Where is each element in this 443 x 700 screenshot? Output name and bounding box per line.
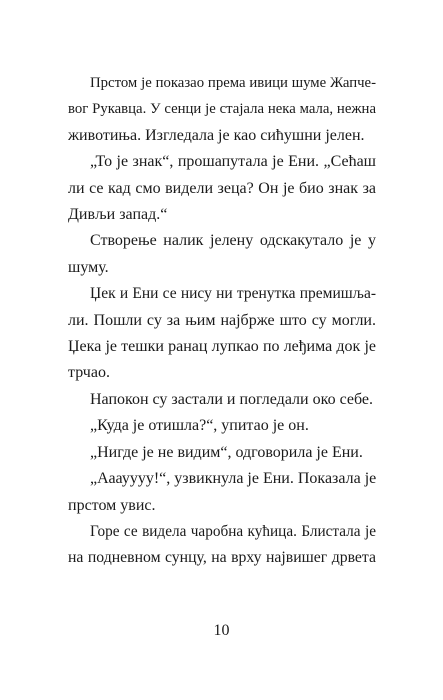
body-text <box>68 70 376 572</box>
text-line: трчао. <box>68 364 110 382</box>
paragraph-1 <box>68 70 376 149</box>
text-line: прстом увис. <box>68 496 156 514</box>
text-line: ли. Пошли су за њим најбрже што су могли. <box>68 311 376 329</box>
text-line: Дивљи запад.“ <box>68 206 168 224</box>
text-line: „Куда је отишла?“, упитао је он. <box>90 417 309 435</box>
paragraph-6 <box>68 413 376 439</box>
text-line: Горе се видела чаробна кућица. Блистала је <box>90 522 376 540</box>
text-line: „Нигде је не видим“, одговорила је Ени. <box>90 443 363 461</box>
paragraph-7 <box>68 440 376 466</box>
text-line: вог Рукавца. У сенци је стајала нека мала, нежна <box>68 101 376 118</box>
paragraph-8 <box>68 466 376 519</box>
paragraph-9 <box>68 519 376 572</box>
paragraph-2 <box>68 149 376 228</box>
text-line: животиња. Изгледала је као сићушни јелен. <box>68 126 365 144</box>
paragraph-4 <box>68 281 376 387</box>
text-line: „Ааауууу!“, узвикнула је Ени. Показала је <box>90 470 376 488</box>
text-line: ли се кад смо видели зеца? Он је био знак за <box>68 179 376 197</box>
text-line: Џек и Ени се нису ни тренутка премишља- <box>90 285 376 303</box>
text-line: Створење налик јелену одскакутало је у <box>90 232 376 250</box>
paragraph-3 <box>68 228 376 281</box>
page-number: 10 <box>213 622 230 639</box>
text-line: Напокон су застали и погледали око себе. <box>90 390 373 408</box>
text-line: на подневном сунцу, на врху највишег дрвета <box>68 549 376 567</box>
paragraph-5 <box>68 387 376 413</box>
text-line: „То је знак“, прошапутала је Ени. „Сећаш <box>90 153 376 171</box>
text-line: Прстом је показао према ивици шуме Жапче- <box>90 75 376 91</box>
text-line: Џека је тешки ранац лупкао по леђима док је <box>68 338 376 356</box>
text-line: шуму. <box>68 258 109 276</box>
